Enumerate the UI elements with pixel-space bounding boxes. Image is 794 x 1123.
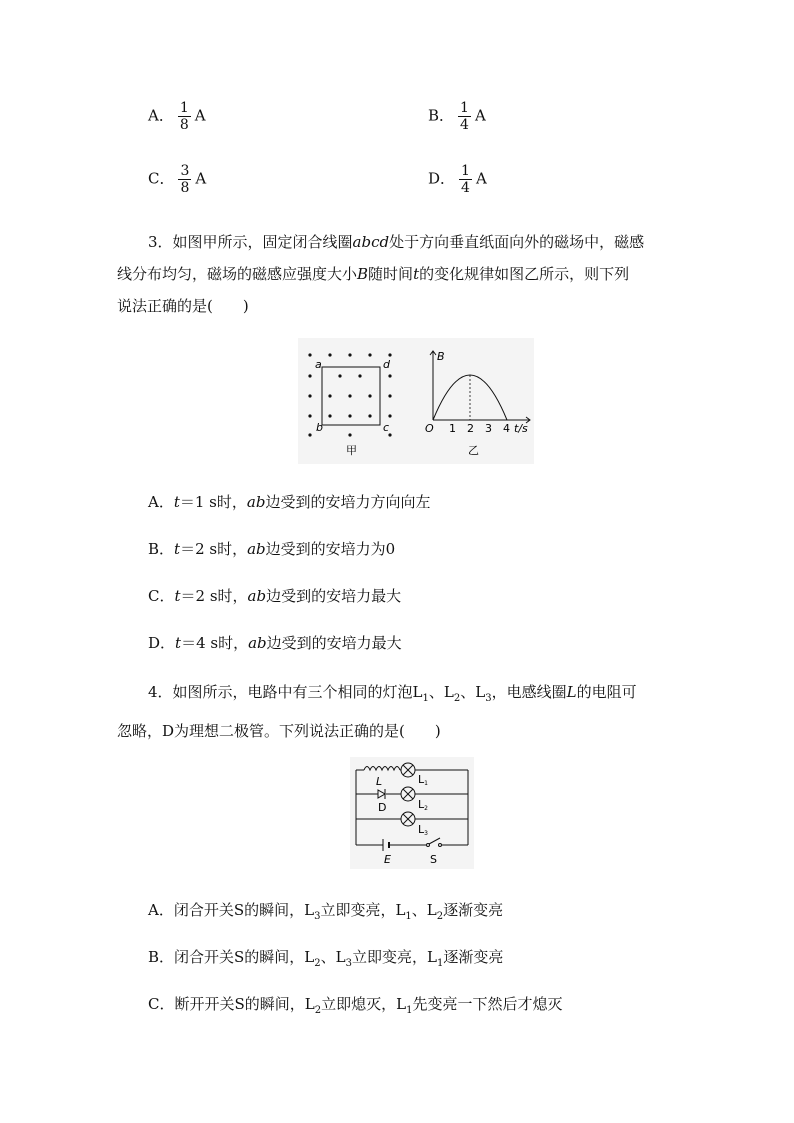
axis-label-b: B — [437, 350, 445, 363]
q4-circuit — [350, 757, 474, 869]
option-unit: A — [475, 169, 487, 188]
q3-stem-line1: 3．如图甲所示，固定闭合线圈abcd处于方向垂直纸面向外的磁场中，磁感 — [148, 233, 645, 251]
q3-option-d[interactable]: D．t＝4 s时，ab边受到的安培力最大 — [148, 634, 402, 652]
label-b: b — [316, 421, 323, 434]
option-unit: A — [194, 106, 206, 125]
label-battery: E — [384, 853, 391, 866]
tick-1: 1 — [449, 422, 456, 435]
q2-option-d[interactable] — [428, 163, 487, 196]
fraction: $\frac{3}{8}$ — [180, 163, 190, 196]
option-letter: A． — [148, 106, 174, 125]
axis-label-ts: t/s — [514, 422, 528, 435]
q3-option-b[interactable]: B．t＝2 s时，ab边受到的安培力为0 — [148, 540, 396, 558]
label-switch: S — [430, 853, 437, 866]
label-l3: L3 — [418, 823, 428, 837]
figure-jia-caption: 甲 — [346, 444, 357, 457]
option-letter: C． — [148, 169, 175, 188]
option-unit: A — [474, 106, 486, 125]
label-l1: L1 — [418, 773, 428, 787]
q4-option-a[interactable]: A．闭合开关S的瞬间，$L_3$立即变亮，$L_1$、$L_2$逐渐变亮 — [148, 901, 504, 922]
option-letter: D． — [428, 169, 456, 188]
origin-label: O — [425, 422, 434, 435]
tick-4: 4 — [503, 422, 510, 435]
option-unit: A — [195, 169, 207, 188]
q2-option-a[interactable] — [148, 100, 206, 133]
q3-stem-line3: 说法正确的是( ) — [117, 297, 249, 315]
label-diode: D — [378, 801, 387, 814]
label-a: a — [315, 358, 322, 371]
fraction: $\frac{1}{4}$ — [460, 100, 469, 133]
fraction: $\frac{1}{4}$ — [461, 163, 470, 196]
label-l2: L2 — [418, 798, 428, 812]
q3-stem — [117, 226, 697, 322]
q3-option-c[interactable]: C．t＝2 s时，ab边受到的安培力最大 — [148, 587, 402, 605]
lamps — [401, 763, 415, 826]
q3-option-a[interactable]: A．t＝1 s时，ab边受到的安培力方向向左 — [148, 493, 431, 511]
q3-stem-line2: 线分布均匀，磁场的磁感应强度大小B随时间t的变化规律如图乙所示，则下列 — [117, 265, 630, 283]
q4-stem-line1: 4．如图所示，电路中有三个相同的灯泡$L_1$、$L_2$、$L_3$，电感线圈L的电阻可 — [148, 683, 637, 704]
q4-option-b[interactable]: B．闭合开关S的瞬间，$L_2$、$L_3$立即变亮，$L_1$逐渐变亮 — [148, 948, 504, 969]
figure-yi-caption: 乙 — [468, 444, 479, 457]
tick-3: 3 — [485, 422, 492, 435]
label-inductor: L — [376, 775, 383, 788]
q2-option-c[interactable] — [148, 163, 206, 196]
q4-stem-line2: 忽略，D为理想二极管。下列说法正确的是( ) — [117, 722, 441, 740]
label-c: c — [383, 421, 390, 434]
q2-option-b[interactable] — [428, 100, 486, 133]
label-d: d — [383, 358, 390, 371]
fraction: $\frac{1}{8}$ — [179, 100, 189, 133]
q4-option-c[interactable]: C．断开开关S的瞬间，$L_2$立即熄灭，$L_1$先变亮一下然后才熄灭 — [148, 995, 563, 1016]
option-letter: B． — [428, 106, 455, 125]
tick-2: 2 — [467, 422, 474, 435]
q3-figure — [298, 338, 534, 464]
q4-stem — [117, 676, 697, 747]
